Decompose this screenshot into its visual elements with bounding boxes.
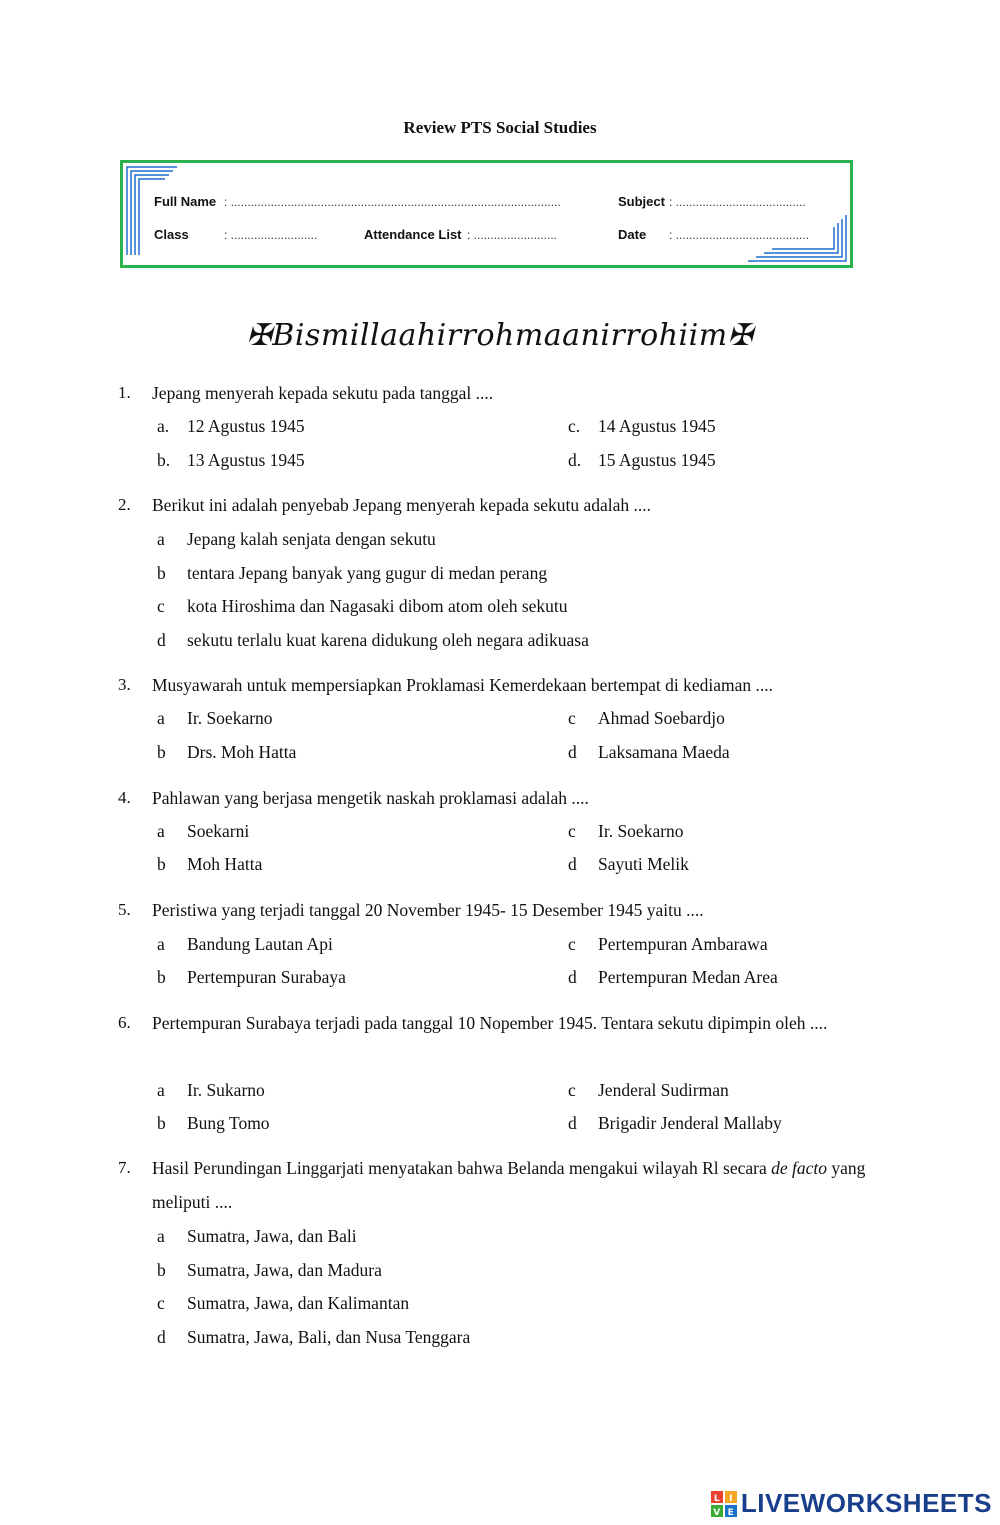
question-text-part: yang meliputi .... [152, 1158, 866, 1212]
logo-mark-letter: V [713, 1507, 721, 1517]
question-text: Berikut ini adalah penyebab Jepang menyerah kepada sekutu adalah .... [152, 495, 652, 515]
option-3a[interactable]: Ir. Soekarno [187, 708, 273, 728]
question-text-part: Hasil Perundingan Linggarjati menyatakan bahwa Belanda mengakui wilayah Rl secara [152, 1158, 772, 1178]
question-number: 4. [118, 788, 131, 807]
option-3c[interactable]: Ahmad Soebardjo [598, 708, 725, 728]
option-2a[interactable]: Jepang kalah senjata dengan sekutu [187, 529, 436, 549]
liveworksheets-logo-text: LIVEWORKSHEETS [740, 1488, 992, 1518]
option-4c[interactable]: Ir. Soekarno [598, 821, 684, 841]
option-6c[interactable]: Jenderal Sudirman [598, 1080, 729, 1100]
option-letter: b [157, 742, 166, 762]
question-number: 6. [118, 1013, 131, 1032]
attendance-label: Attendance List [364, 227, 462, 242]
option-5d[interactable]: Pertempuran Medan Area [598, 967, 778, 987]
option-1a[interactable]: 12 Agustus 1945 [187, 416, 305, 436]
option-2c[interactable]: kota Hiroshima dan Nagasaki dibom atom oleh sekutu [187, 596, 568, 616]
full-name-label: Full Name [154, 194, 217, 209]
logo-mark-letter: L [713, 1493, 720, 1504]
bismillah-heading: ✠Bismillaahirrohmaanirrohiim✠ [246, 318, 754, 353]
option-7b[interactable]: Sumatra, Jawa, dan Madura [187, 1260, 382, 1280]
option-3d[interactable]: Laksamana Maeda [598, 742, 730, 762]
option-4d[interactable]: Sayuti Melik [598, 854, 689, 874]
option-2d[interactable]: sekutu terlalu kuat karena didukung oleh negara adikuasa [187, 630, 589, 650]
option-1d[interactable]: 15 Agustus 1945 [598, 450, 716, 470]
option-letter: a. [157, 416, 170, 436]
date-label: Date [618, 227, 647, 242]
option-letter: c [568, 708, 576, 728]
option-7c[interactable]: Sumatra, Jawa, dan Kalimantan [187, 1293, 410, 1313]
option-letter: a [157, 708, 165, 728]
question-text: Pahlawan yang berjasa mengetik naskah proklamasi adalah .... [152, 788, 589, 808]
liveworksheets-logo-icon [711, 1491, 737, 1517]
option-letter: b [157, 1113, 166, 1133]
question-text-italic: de facto [771, 1158, 827, 1178]
logo-mark-letter: E [727, 1507, 735, 1517]
option-letter: b [157, 563, 166, 583]
corner-decoration-top-left [125, 165, 179, 257]
option-letter: c. [568, 416, 581, 436]
question-number: 3. [118, 675, 131, 694]
option-letter: a [157, 529, 165, 549]
attendance-field[interactable]: : ......................... [467, 228, 558, 242]
option-letter: b [157, 854, 166, 874]
option-letter: d [157, 1327, 166, 1347]
option-letter: d [157, 630, 166, 650]
option-5b[interactable]: Pertempuran Surabaya [187, 967, 346, 987]
question-text: Peristiwa yang terjadi tanggal 20 November 1945- 15 Desember 1945 yaitu .... [152, 900, 704, 920]
subject-label: Subject [618, 194, 665, 209]
question-text: Pertempuran Surabaya terjadi pada tanggal 10 Nopember 1945. Tentara sekutu dipimpin oleh .... [152, 1013, 828, 1033]
question-number: 1. [118, 383, 131, 402]
option-5a[interactable]: Bandung Lautan Api [187, 934, 333, 954]
question-number: 5. [118, 900, 131, 919]
option-letter: d. [568, 450, 582, 470]
logo-mark-letter: I [728, 1493, 733, 1504]
option-letter: c [568, 934, 576, 954]
option-6a[interactable]: Ir. Sukarno [187, 1080, 265, 1100]
option-letter: d [568, 742, 577, 762]
class-label: Class [154, 227, 189, 242]
subject-field[interactable]: : ....................................... [669, 195, 806, 209]
option-letter: a [157, 1226, 165, 1246]
option-letter: c [568, 1080, 576, 1100]
question-text: Jepang menyerah kepada sekutu pada tanggal .... [152, 383, 494, 403]
full-name-field[interactable]: : ................................................................................................... [224, 195, 561, 209]
option-letter: c [157, 1293, 165, 1313]
option-3b[interactable]: Drs. Moh Hatta [187, 742, 297, 762]
page-title: Review PTS Social Studies [403, 118, 597, 137]
option-5c[interactable]: Pertempuran Ambarawa [598, 934, 768, 954]
liveworksheets-logo[interactable] [711, 1488, 992, 1519]
option-7d[interactable]: Sumatra, Jawa, Bali, dan Nusa Tenggara [187, 1327, 471, 1347]
option-letter: a [157, 1080, 165, 1100]
option-4a[interactable]: Soekarni [187, 821, 250, 841]
question-number: 7. [118, 1158, 131, 1177]
option-1b[interactable]: 13 Agustus 1945 [187, 450, 305, 470]
option-letter: c [157, 596, 165, 616]
option-6b[interactable]: Bung Tomo [187, 1113, 270, 1133]
option-6d[interactable]: Brigadir Jenderal Mallaby [598, 1113, 782, 1133]
option-letter: b [157, 1260, 166, 1280]
question-text: Musyawarah untuk mempersiapkan Proklamasi Kemerdekaan bertempat di kediaman .... [152, 675, 774, 695]
option-letter: a [157, 934, 165, 954]
option-letter: a [157, 821, 165, 841]
option-2b[interactable]: tentara Jepang banyak yang gugur di medan perang [187, 563, 548, 583]
option-4b[interactable]: Moh Hatta [187, 854, 263, 874]
student-info-box [120, 160, 853, 268]
option-1c[interactable]: 14 Agustus 1945 [598, 416, 716, 436]
option-letter: d [568, 967, 577, 987]
option-letter: b. [157, 450, 171, 470]
option-7a[interactable]: Sumatra, Jawa, dan Bali [187, 1226, 357, 1246]
option-letter: c [568, 821, 576, 841]
option-letter: d [568, 1113, 577, 1133]
option-letter: b [157, 967, 166, 987]
question-number: 2. [118, 495, 131, 514]
class-field[interactable]: : .......................... [224, 228, 318, 242]
question-text [152, 1151, 870, 1219]
option-letter: d [568, 854, 577, 874]
date-field[interactable]: : ........................................ [669, 228, 810, 242]
